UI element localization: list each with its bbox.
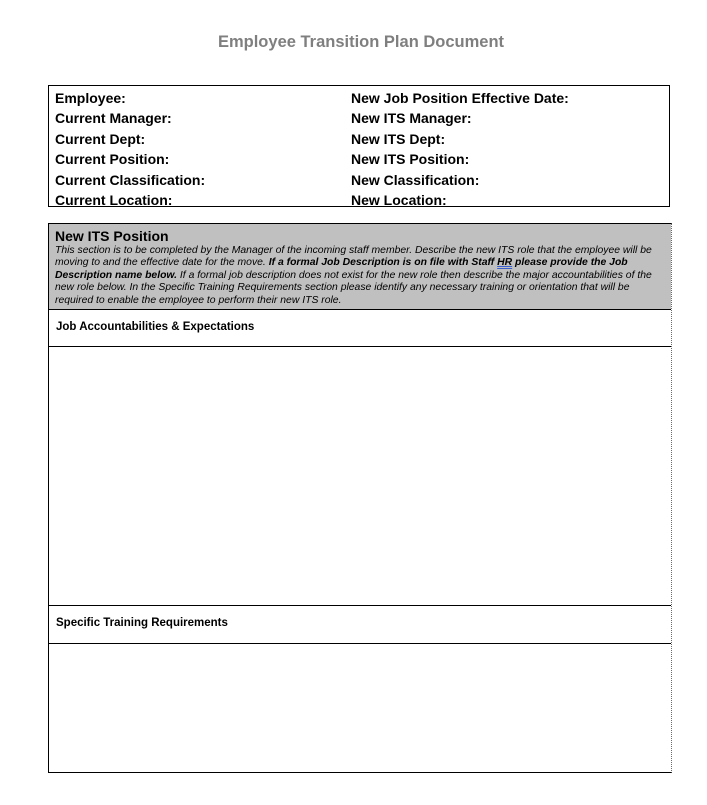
- description-bold-a: If a formal Job Description is on file with Staff: [268, 257, 498, 269]
- current-dept-label: Current Dept:: [55, 130, 146, 147]
- current-info-column: [55, 88, 205, 210]
- new-classification-label: New Classification:: [351, 171, 480, 188]
- current-location-label: Current Location:: [55, 191, 173, 208]
- section-title: New ITS Position: [55, 228, 169, 244]
- description-bold-b: please provide the Job Description name below.: [55, 257, 628, 281]
- training-requirements-heading: Specific Training Requirements: [56, 617, 228, 629]
- new-its-position-section: [48, 223, 672, 773]
- section-header: [49, 224, 671, 310]
- divider: [49, 605, 671, 606]
- new-position-label: New ITS Position:: [351, 151, 470, 168]
- description-outro: If a formal job description does not exist for the new role then describe the major accountabilities of the new role below. In the Specific Training Requirements section please identify any necessary training or orientation that will be required to enable the employee to perform their new ITS role.: [55, 269, 652, 306]
- new-info-column: [351, 88, 569, 210]
- new-dept-label: New ITS Dept:: [351, 130, 446, 147]
- new-location-label: New Location:: [351, 191, 447, 208]
- employee-info-table: [48, 85, 670, 207]
- section-description: [55, 245, 665, 307]
- description-intro: This section is to be completed by the Manager of the incoming staff member. Describe the new ITS role that the employee will be moving to and the effective date for the move.: [55, 245, 652, 269]
- hr-abbreviation: HR: [497, 257, 513, 269]
- current-position-label: Current Position:: [55, 151, 170, 168]
- employee-label: Employee:: [55, 90, 126, 106]
- document-title: Employee Transition Plan Document: [217, 33, 505, 51]
- training-requirements-field[interactable]: [49, 644, 671, 772]
- job-accountabilities-heading: Job Accountabilities & Expectations: [56, 321, 255, 333]
- current-manager-label: Current Manager:: [55, 110, 172, 127]
- job-accountabilities-field[interactable]: [49, 347, 671, 604]
- current-classification-label: Current Classification:: [55, 171, 206, 188]
- effective-date-label: New Job Position Effective Date:: [351, 90, 569, 106]
- new-manager-label: New ITS Manager:: [351, 110, 472, 127]
